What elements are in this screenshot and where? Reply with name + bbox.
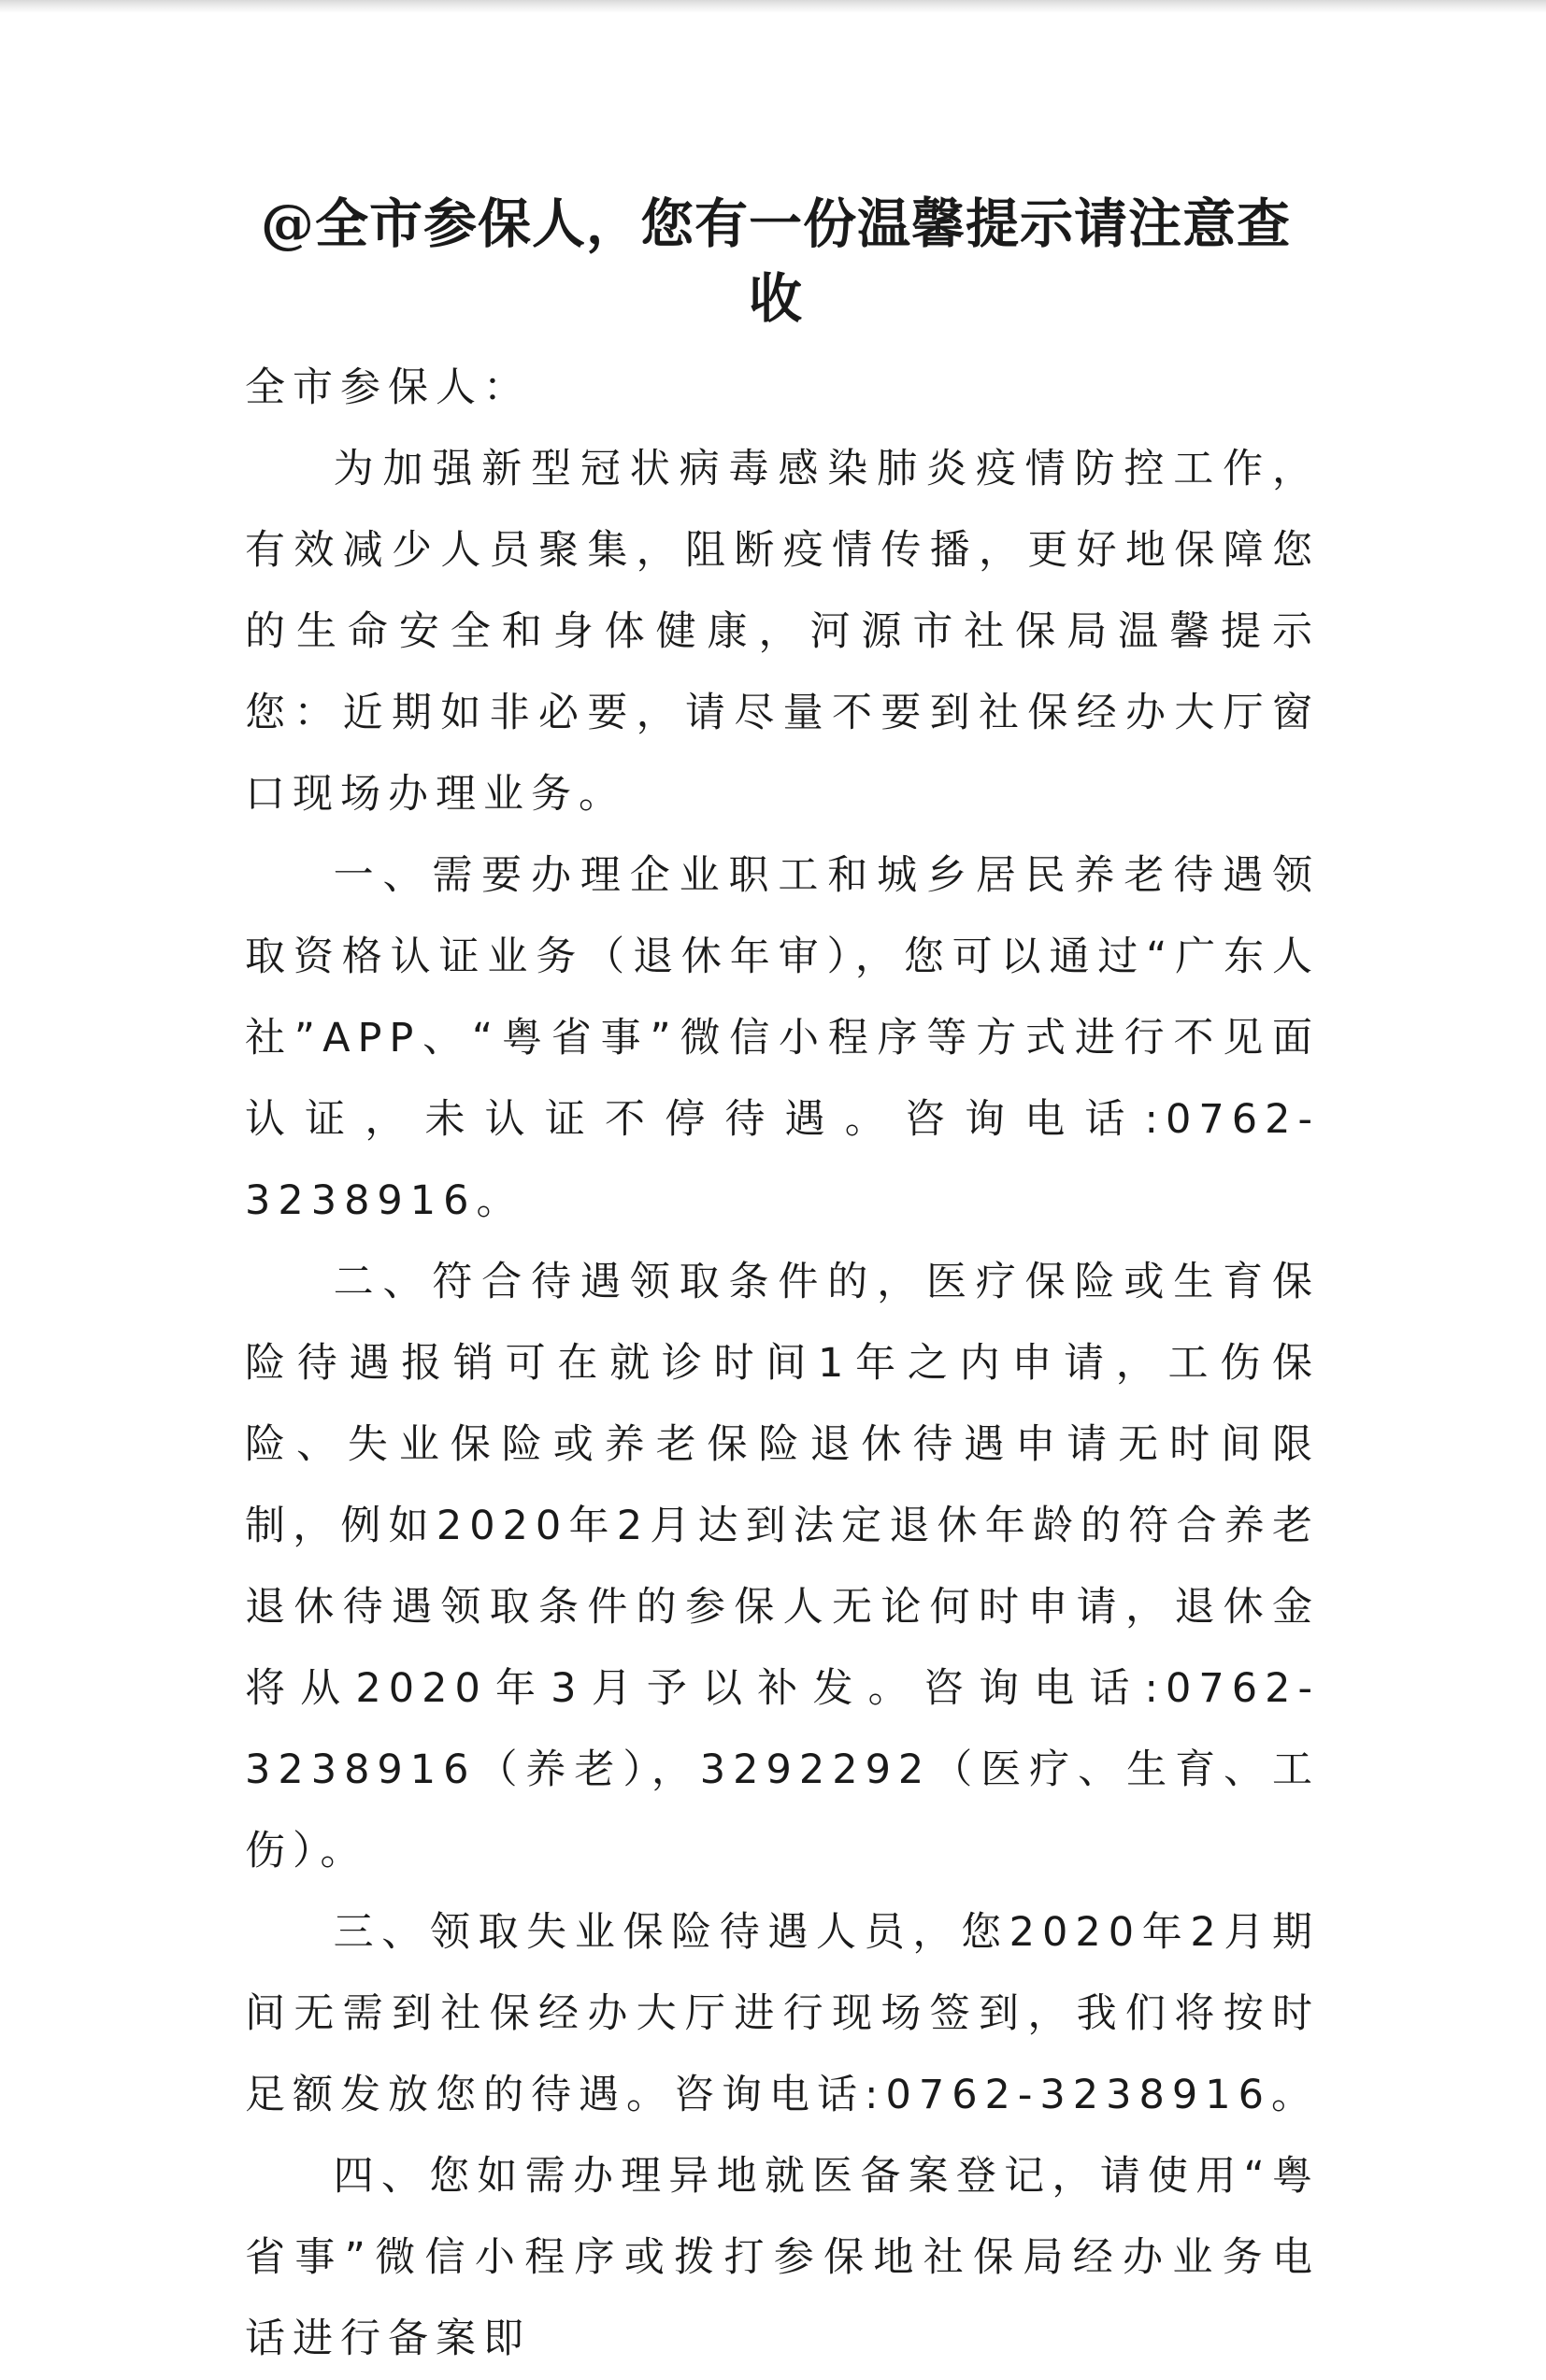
- scan-edge: [0, 0, 1546, 13]
- paragraph-item-3: 三、领取失业保险待遇人员，您2020年2月期间无需到社保经办大厅进行现场签到，我们将按时足额发放您的待遇。咨询电话:0762-3238916。: [245, 1909, 1320, 2118]
- document-body: [245, 348, 1320, 2380]
- document-title: @全市参保人，您有一份温馨提示请注意查收: [261, 192, 1291, 330]
- paragraph-item-4: 四、您如需办理异地就医备案登记，请使用“粤省事”微信小程序或拨打参保地社保局经办业务电话进行备案即: [245, 2153, 1320, 2362]
- paragraph-intro: 为加强新型冠状病毒感染肺炎疫情防控工作，有效减少人员聚集，阻断疫情传播，更好地保障您的生命安全和身体健康，河源市社保局温馨提示您：近期如非必要，请尽量不要到社保经办大厅窗口现场办理业务。: [245, 446, 1320, 818]
- paragraph-item-2: 二、符合待遇领取条件的，医疗保险或生育保险待遇报销可在就诊时间1年之内申请，工伤保险、失业保险或养老保险退休待遇申请无时间限制，例如2020年2月达到法定退休年龄的符合养老退休待遇领取条件的参保人无论何时申请，退休金将从2020年3月予以补发。咨询电话:0762-3238916（养老），3292292（医疗、生育、工伤）。: [245, 1259, 1320, 1874]
- paragraph-item-1: 一、需要办理企业职工和城乡居民养老待遇领取资格认证业务（退休年审），您可以通过“广东人社”APP、“粤省事”微信小程序等方式进行不见面认证，未认证不停待遇。咨询电话:0762-3238916。: [245, 852, 1320, 1224]
- greeting: 全市参保人：: [245, 364, 531, 411]
